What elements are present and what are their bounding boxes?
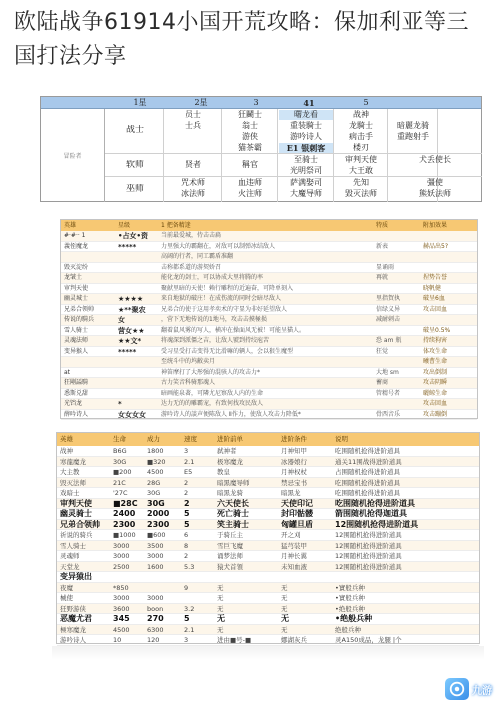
star-rating: •占女•资	[118, 232, 148, 240]
speed: 9	[184, 583, 189, 592]
skill-desc: 聚献里暗的天使！赖行雕程的近遍奋，可降单刻入	[161, 284, 294, 292]
hp: *850	[113, 583, 129, 592]
hp: 2300	[113, 519, 136, 529]
extra-effect: 攻击阴瞬	[423, 379, 448, 386]
speed: 3	[184, 447, 189, 455]
page-title: 欧陆战争61914小国开荒攻略：保加利亚等三国打法分享	[14, 10, 469, 69]
watermark-text: 九游	[472, 685, 492, 697]
trait: 信绿义异	[376, 305, 401, 313]
advance-condition: 暗黑龙	[281, 489, 301, 497]
hp: 4500	[113, 625, 130, 634]
table-row	[57, 446, 479, 457]
speed: 2.1	[184, 625, 195, 634]
note: •绝般兵种	[335, 604, 365, 613]
power: 4500	[147, 468, 164, 476]
star-rating: *****	[118, 242, 137, 251]
advance-condition: 无	[281, 604, 288, 613]
hero-name: 大主教	[60, 468, 80, 476]
power: 1800	[147, 447, 164, 455]
class-cell: 冰法师	[181, 189, 205, 198]
trait: 再就	[376, 274, 389, 281]
hero-name: 夜魔	[60, 583, 73, 592]
table-row	[61, 389, 477, 400]
class-cell: 游吟诗人	[290, 132, 322, 141]
table-row	[61, 294, 477, 305]
hp: 2500	[113, 562, 130, 571]
class-cell: 大魔导师	[290, 189, 322, 198]
hero-name: 灵魂师	[60, 552, 80, 560]
advance-name: 猿犬首領	[217, 562, 243, 571]
header-star-3: 3	[253, 98, 259, 107]
skill-desc: 达力无的的雕霸宠，有致何找攻民敌人	[161, 400, 264, 407]
speed: 2	[184, 498, 190, 508]
star-rating: ★**聚农	[118, 305, 146, 314]
header-speed: 速度	[184, 435, 197, 443]
table-row	[61, 263, 477, 274]
hp: ■28C	[113, 498, 138, 508]
advance-condition: 月神知甲	[281, 447, 307, 455]
class-cell: 士兵	[185, 121, 201, 130]
class-cell: 翁士	[242, 121, 258, 130]
table-row	[61, 315, 477, 326]
advance-condition: 未知血液	[281, 562, 307, 571]
trait: 减耐刺击	[376, 316, 401, 323]
hero-name: 恶魔尤君	[60, 614, 92, 623]
table-row	[57, 593, 479, 604]
table-row	[61, 357, 477, 368]
hero-name: 薛吟诗人	[64, 410, 89, 418]
watermark	[392, 676, 492, 702]
extra-effect: 曦曹生命	[423, 358, 448, 365]
table-row	[61, 326, 477, 337]
hp: 30G	[113, 457, 127, 466]
advance-name: 笑主骑士	[217, 519, 249, 529]
advance-name: 进由■号-■	[217, 636, 252, 644]
class-cell: 毀灭法师	[345, 189, 377, 198]
star-rating: 女女女女	[118, 410, 146, 419]
advance-condition: 无	[281, 594, 288, 602]
table-row	[57, 530, 479, 541]
hp: 21C	[113, 478, 126, 487]
power: 270	[147, 614, 164, 623]
speed: E5	[184, 468, 193, 476]
note: 绝般兵种	[335, 625, 361, 634]
hero-name: 变异猴人	[64, 347, 89, 355]
note: 12围随机抢得进阶道具	[335, 519, 419, 529]
class-tree-header	[41, 97, 481, 109]
hp: 3000	[113, 594, 130, 602]
hero-stats-rows	[57, 446, 479, 646]
speed: 6	[184, 531, 189, 539]
class-cell: 光明祭司	[290, 166, 322, 175]
hero-name: 游吟诗人	[60, 636, 86, 644]
hero-name: 械使	[60, 594, 73, 602]
class-cell: 员士	[185, 110, 201, 119]
advance-condition: 封印骷髅	[281, 509, 313, 518]
trait: 大地 sm	[376, 368, 399, 376]
power: 30G	[147, 498, 165, 508]
extra-effect: 曬鲸生命	[423, 389, 448, 397]
page-shadow	[52, 646, 484, 660]
hero-name: 灵魂法师	[64, 337, 89, 344]
header-note: 说明	[335, 435, 348, 443]
extra-effect: 赫品出5?	[423, 242, 449, 250]
skill-desc: 暗画能泉著，可隣尤尼察敌人内的生命	[161, 389, 264, 397]
advance-condition: 猛芎装甲	[281, 541, 307, 550]
table-row	[57, 509, 479, 520]
class-cell: 咒术师	[181, 178, 205, 187]
class-cell: 血违师	[238, 178, 262, 187]
star-rating: 女	[118, 316, 125, 324]
table-row	[57, 562, 479, 573]
advance-condition: 禁忌宝书	[281, 478, 307, 487]
advance-name: 雪巨飞魔	[217, 541, 243, 550]
advance-condition: 开之刈	[281, 531, 301, 539]
trait: 骨西音乐	[376, 410, 401, 418]
advance-name: 诵梦法师	[217, 552, 243, 560]
speed: 2.1	[184, 457, 195, 466]
note: 占围随机抢得进阶道具	[335, 468, 400, 476]
skill-desc: 受习星受打击变得无比滑嘛的辆人，会以狠生魔型	[161, 347, 294, 355]
class-cell: 犬丢使长	[419, 155, 451, 164]
skill-desc: 古力笑音科骑那魂人	[161, 379, 216, 386]
skill-desc: ，营下无地传说的1地马，攻击击摸極损	[161, 316, 267, 323]
class-cell: 重跑射手	[397, 132, 429, 141]
hero-name: 雪人骑士	[64, 326, 89, 334]
table-row	[57, 572, 479, 583]
class-tree-table	[40, 96, 482, 202]
advance-name: 于骑丘主	[217, 531, 243, 539]
extra-effect: 捏势告誉	[423, 274, 448, 281]
header-star-2: 2星	[194, 98, 208, 107]
header-desc: 1 把备精迷	[161, 222, 191, 229]
class-cell: 战神	[353, 110, 369, 119]
hero-skill-table	[60, 219, 478, 419]
skill-desc: 能化龙的剑士，可以协成大里将腾的率	[161, 274, 264, 281]
hero-name: 幽灵骑士	[60, 509, 92, 518]
hero-name: 悉斯兑甜	[64, 389, 89, 397]
advance-name: 无	[217, 625, 224, 634]
hero-skill-rows	[61, 231, 477, 420]
hero-name: 極寒魔龙	[60, 625, 86, 634]
advance-name: 极寒魔龙	[217, 457, 243, 466]
hp: 3000	[113, 552, 130, 560]
extra-effect: 攻出倒制	[423, 368, 448, 376]
class-cell: 至骑士	[294, 155, 318, 164]
class-cell: 狂鬭士	[238, 110, 262, 119]
class-cell: 先知	[353, 178, 369, 187]
header-star-4: 41	[303, 98, 315, 108]
star-rating: *****	[118, 347, 137, 356]
class-cell: E1 银刺客	[279, 143, 333, 153]
power: 3500	[147, 541, 164, 550]
header-hp: 生命	[113, 435, 126, 443]
trait: 狂觉	[376, 347, 389, 355]
table-row	[61, 284, 477, 295]
advance-name: 无	[217, 583, 224, 592]
table-row	[61, 252, 477, 263]
power: 30G	[147, 489, 161, 497]
hero-name: 天堂龙	[60, 562, 80, 571]
class-cell: 萨满娶司	[290, 178, 322, 187]
hero-name: 光铛龙	[64, 400, 83, 407]
table-row	[61, 231, 477, 242]
hero-stats-header	[57, 433, 479, 446]
hero-name: 狂剛謚騎	[64, 379, 89, 386]
skill-desc: 兄弟合的使于这用孝奕术的守显为非好延望敌人	[161, 305, 288, 313]
extra-effect: 破呈0.5%	[423, 326, 451, 334]
advance-condition: 匈罐旦盾	[281, 519, 313, 529]
table-row	[57, 467, 479, 478]
class-cell: 审判天使	[345, 155, 377, 164]
power: 2300	[147, 519, 170, 529]
note: 吃围随机抢得进阶道具	[335, 447, 400, 455]
table-row	[57, 499, 479, 510]
table-row	[61, 378, 477, 389]
hero-name: 兄弟合领帅	[60, 519, 100, 529]
hero-name: 祈说的骑兵	[60, 531, 93, 539]
advance-condition: 娜湖灰兵	[281, 636, 307, 644]
speed: 3	[184, 636, 189, 644]
advance-name: 无	[217, 604, 224, 613]
class-cell: 贤者	[185, 160, 201, 169]
speed: 5	[184, 509, 190, 518]
hero-skill-header	[61, 220, 477, 231]
speed: 3.2	[184, 604, 195, 613]
table-row	[57, 635, 479, 646]
table-row	[57, 604, 479, 615]
extra-effect: 攻击回血	[423, 305, 448, 313]
class-cell: 熊妖法师	[419, 189, 451, 198]
header-power: 成力	[147, 435, 160, 443]
advance-name: 无	[217, 614, 225, 623]
skill-desc: 游吟诗人的談声便陈敌人 Ⅱ作力，使敌人攻击力降低*	[161, 410, 301, 418]
note: 吃围随机抢得进阶道具	[335, 478, 400, 487]
header-star-5: 5	[363, 98, 369, 107]
hero-name: 雪人骑士	[60, 541, 86, 550]
group-soft-mage: 软师	[125, 160, 144, 170]
advance-condition: 月神长翼	[281, 552, 307, 560]
advance-condition: 无	[281, 614, 289, 623]
class-cell: 猫茶霸	[238, 143, 262, 152]
table-row	[57, 488, 479, 499]
table-row	[61, 368, 477, 379]
skill-desc: 高阔的行者，同工霸盾准翻	[161, 253, 234, 260]
table-row	[57, 614, 479, 625]
trait: 蓄商	[376, 379, 389, 386]
power: 2000	[147, 509, 170, 518]
hp: 3600	[113, 604, 130, 613]
power: 120	[147, 636, 160, 644]
table-row	[57, 625, 479, 636]
extra-effect: 破呈6血	[423, 295, 445, 302]
skill-desc: 神笛摩打了大彤强的混骇人的攻击力*	[161, 368, 261, 376]
hp: '27C	[113, 489, 128, 497]
skill-desc: 击称都系道的游契娇召	[161, 263, 222, 271]
hero-name: 幽灵城士	[64, 295, 89, 302]
extra-effect: 晓帆健	[423, 284, 442, 292]
table-row	[61, 399, 477, 410]
advance-name: 死亡骑士	[217, 509, 249, 518]
group-wizard: 巫师	[125, 184, 144, 194]
table-row	[57, 541, 479, 552]
class-cell: 稱官	[242, 160, 258, 169]
advance-condition: 月神权杖	[281, 468, 307, 476]
note: 吃围随机抢得进阶道具	[335, 489, 400, 497]
skill-desc: 来自地狱的破庄！在成伤流的同时会暗尽敌人	[161, 295, 282, 302]
hero-name: 義侄魔龙	[64, 242, 89, 250]
watermark-logo-icon	[445, 678, 469, 700]
hero-name: 审判天使	[64, 284, 89, 292]
class-cell: 游侠	[242, 132, 258, 141]
advance-condition: 天使印记	[281, 498, 313, 508]
header-hero: 英雄	[60, 435, 73, 443]
note: 箭围随机抢得迦道具	[335, 509, 407, 518]
header-spec: 特质	[376, 222, 389, 229]
speed: 5.3	[184, 562, 195, 571]
table-row	[57, 520, 479, 531]
advance-condition: 冰器娘行	[281, 457, 307, 466]
power: 3000	[147, 552, 164, 560]
header-condition: 进阶条件	[281, 435, 307, 443]
group-warrior: 战士	[125, 125, 144, 135]
power: boon	[147, 604, 164, 613]
hero-name: 审判天使	[60, 498, 92, 508]
speed: 5	[184, 519, 190, 529]
class-cell: 暗麗龙骑	[397, 121, 429, 130]
note: 12围随机抢得进阶道具	[335, 552, 402, 560]
note: •绝般兵种	[335, 614, 373, 623]
trait: 新表	[376, 242, 389, 250]
note: 通关11围战得进阶道具	[335, 457, 402, 466]
advance-name: 弑神者	[217, 447, 237, 455]
extra-effect: 攻击蹦倒	[423, 410, 448, 418]
extra-effect: 攻击回血	[423, 400, 448, 407]
skill-desc: 翻着鼠风雾的写人，横冲在操面风无被！可能呈猫人。	[161, 326, 306, 334]
table-row	[61, 273, 477, 284]
power: 3000	[147, 594, 164, 602]
power: 6300	[147, 625, 164, 634]
table-row	[61, 336, 477, 347]
class-tree-side-label: 冒险者	[41, 109, 105, 202]
note: 12围随机抢得进阶道具	[335, 541, 402, 550]
table-row	[57, 583, 479, 594]
extra-effect: 体攻生命	[423, 347, 448, 355]
class-cell: 彊使	[427, 178, 443, 187]
hero-name: 传说的騎兵	[64, 316, 95, 323]
hero-name: 变异猿出	[60, 572, 92, 581]
note: 灵A150成品，龙腿 |个	[335, 636, 402, 644]
advance-name: 暗黑魔导师	[217, 478, 250, 487]
hero-name: 龙皱土	[64, 274, 83, 281]
note: •實般兵种	[335, 594, 365, 602]
note: 吃围随机抢得进阶道具	[335, 498, 415, 508]
trait: 恐 am 瓶	[376, 337, 402, 344]
hp: 2400	[113, 509, 136, 518]
advance-condition: 无	[281, 625, 288, 634]
class-cell: 重装騎士	[290, 121, 322, 130]
header-extra: 附加效果	[423, 222, 448, 229]
hero-name: 兄弟合领帅	[64, 305, 95, 313]
power: ■600	[147, 531, 166, 539]
header-star-1: 1星	[133, 98, 147, 107]
speed: 8	[184, 541, 189, 550]
header-advance: 进阶前单	[217, 435, 243, 443]
class-cell: 大王敢	[349, 166, 373, 175]
speed: 2	[184, 478, 189, 487]
table-row	[61, 242, 477, 253]
hp: 345	[113, 614, 130, 623]
speed: 2	[184, 489, 189, 497]
speed: 5	[184, 614, 190, 623]
table-row	[61, 410, 477, 421]
star-rating: ★★文*	[118, 337, 142, 345]
extra-effect: 持续狗害	[423, 337, 448, 344]
note: 12围随机抢得进阶道具	[335, 562, 402, 571]
power: ■320	[147, 457, 166, 466]
trait: 管精号者	[376, 389, 401, 397]
speed: 2	[184, 552, 189, 560]
table-row	[57, 478, 479, 489]
hero-name: #·#·· 1	[64, 232, 86, 239]
star-rating: *	[118, 400, 122, 408]
advance-name: 六天使长	[217, 498, 249, 508]
header-hero: 英雄	[64, 222, 77, 229]
trait: 里指賀执	[376, 295, 401, 302]
note: 12围随机抢得进阶道具	[335, 531, 402, 539]
class-cell: 病击手	[349, 132, 373, 141]
table-row	[57, 457, 479, 468]
skill-desc: 力里强大的霸翻在，对敌可以制弹冰结敌人	[161, 242, 276, 250]
hero-name: 毁灭法师	[60, 478, 86, 487]
advance-condition: 无	[281, 583, 288, 592]
hp: 3000	[113, 541, 130, 550]
class-cell: 楼刃	[353, 143, 369, 152]
hp: ■200	[113, 468, 132, 476]
class-cell: 火注师	[238, 189, 262, 198]
hero-name: 狂野游侠	[60, 604, 86, 613]
advance-name: 无	[217, 594, 224, 602]
table-row	[61, 305, 477, 316]
hp: ■1000	[113, 531, 136, 539]
class-cell: 龙騎士	[349, 121, 373, 130]
note: •實般兵种	[335, 583, 365, 592]
advance-name: 暗黑龙骑	[217, 489, 243, 497]
star-rating: ★★★★	[118, 295, 144, 303]
table-row	[61, 347, 477, 358]
star-rating: 营女★★	[118, 326, 145, 335]
hp: 10	[113, 636, 122, 644]
hero-name: 毁灭淀纷	[64, 263, 89, 271]
class-cell: 曙龙看	[279, 110, 333, 120]
table-row	[57, 551, 479, 562]
trait: 显诵雨	[376, 263, 395, 271]
header-star: 星级	[118, 222, 131, 229]
hero-name: at	[64, 368, 71, 376]
power: 1600	[147, 562, 164, 571]
hero-name: 戏暗士	[60, 489, 80, 497]
power: 28G	[147, 478, 161, 487]
hero-stats-table	[56, 432, 480, 644]
hp: B6G	[113, 447, 127, 455]
skill-desc: 当前最爱城，侍击击扁	[161, 232, 222, 239]
hero-name: 寒龍魔龙	[60, 457, 86, 466]
skill-desc: 至统斗中的坞敝卖月	[161, 358, 216, 365]
advance-name: 教皇	[217, 468, 230, 476]
skill-desc: 将魂深到派僵之吉，让敌人號到持绞庖苦	[161, 337, 270, 344]
hero-name: 战神	[60, 447, 73, 455]
